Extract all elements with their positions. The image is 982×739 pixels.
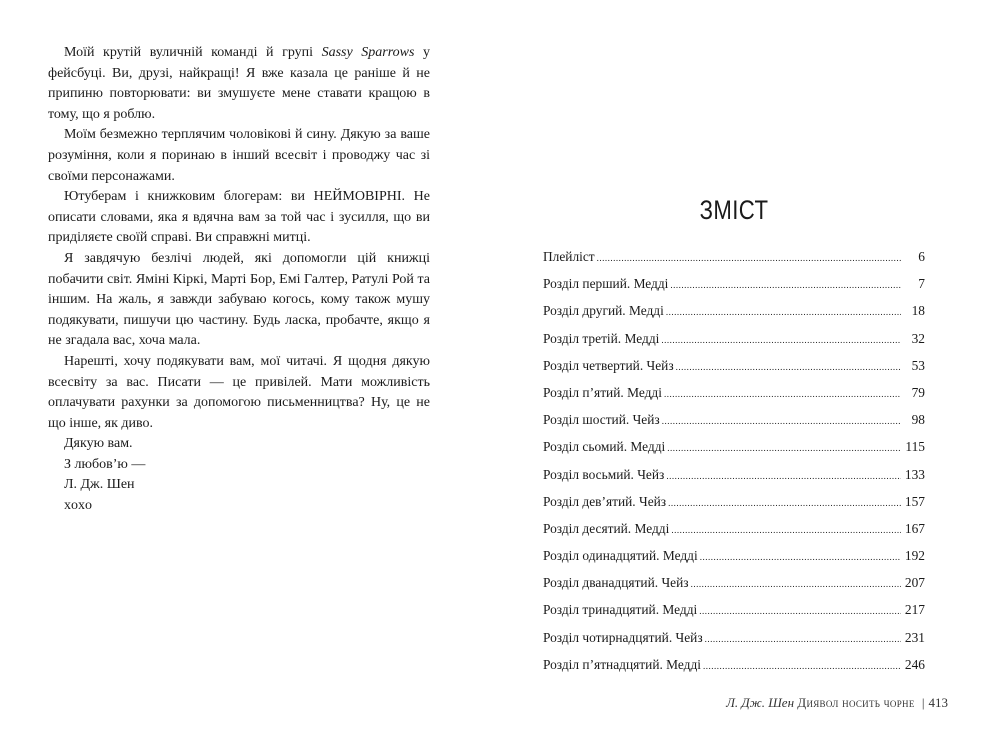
paragraph-text: Я завдячую безлічі людей, які допомогли цій книжці побачити світ. Яміні Кіркі, Марті Бор, Емі Галтер, Ратулі Рой та іншим. На жаль, я завжди забуваю когось, кому також мушу подякувати, пишучи цю частину. Будь ласка, пробачте, якщо я не згадала вас, хоча мала. xyxy=(48,250,430,349)
toc-entry-page: 217 xyxy=(904,602,925,618)
closing-line: Дякую вам. xyxy=(64,436,133,452)
toc-entry xyxy=(543,438,925,465)
paragraph-text: Нарешті, хочу подякувати вам, мої читачі. Я щодня дякую всесвіту за вас. Писати — це привілей. Мати можливість оплачувати рахунки за допомогою письменництва? Ну, це не що інше, як диво. xyxy=(48,353,430,431)
toc-entry-label: Розділ другий. Медді xyxy=(543,303,664,319)
toc-entry-label: Розділ сьомий. Медді xyxy=(543,439,666,455)
toc-entry-label: Розділ четвертий. Чейз xyxy=(543,357,674,373)
toc-leader-dots xyxy=(676,358,901,376)
paragraph-text: Моїй крутій вуличній команді й групі xyxy=(64,45,322,60)
toc-entry-label: Розділ п’ятий. Медді xyxy=(543,384,662,400)
toc-leader-dots xyxy=(668,494,901,512)
toc-leader-dots xyxy=(662,412,901,430)
paragraph xyxy=(48,249,430,352)
page-number: 413 xyxy=(928,695,948,710)
toc-entry-page: 133 xyxy=(904,466,925,482)
closing-line: Л. Дж. Шен xyxy=(64,477,135,493)
toc-entry-page: 207 xyxy=(904,575,925,591)
toc-entry-label: Розділ тринадцятий. Медді xyxy=(543,602,698,618)
toc-list xyxy=(543,248,925,683)
toc-entry-page: 115 xyxy=(905,439,925,455)
toc-entry-label: Розділ шостий. Чейз xyxy=(543,412,660,428)
paragraph xyxy=(48,352,430,434)
running-footer xyxy=(726,694,948,712)
toc-entry xyxy=(543,656,925,683)
toc-entry xyxy=(543,574,925,601)
footer-separator: | xyxy=(921,695,925,710)
paragraph-italic-text: Sassy Sparrows xyxy=(321,45,415,60)
acknowledgements-text xyxy=(48,43,430,434)
toc-entry xyxy=(543,493,925,520)
paragraph xyxy=(48,43,430,125)
paragraph xyxy=(48,125,430,187)
toc-entry-label: Розділ десятий. Медді xyxy=(543,520,670,536)
toc-entry xyxy=(543,357,925,384)
toc-leader-dots xyxy=(661,331,901,349)
closing-line: xoxo xyxy=(64,498,92,514)
toc-leader-dots xyxy=(691,575,901,593)
toc-leader-dots xyxy=(671,521,901,539)
toc-entry-page: 79 xyxy=(911,384,925,400)
toc-entry xyxy=(543,466,925,493)
toc-entry xyxy=(543,248,925,275)
toc-entry-page: 246 xyxy=(904,656,925,672)
toc-entry-page: 157 xyxy=(904,493,925,509)
toc-leader-dots xyxy=(597,249,901,267)
toc-entry-page: 231 xyxy=(904,629,925,645)
toc-leader-dots xyxy=(700,548,901,566)
toc-entry-page: 192 xyxy=(904,548,925,564)
toc-leader-dots xyxy=(666,467,901,485)
toc-entry-label: Розділ п’ятнадцятий. Медді xyxy=(543,656,702,672)
toc-entry xyxy=(543,330,925,357)
footer-book-title: Диявол носить чорне xyxy=(797,695,915,710)
toc-entry xyxy=(543,384,925,411)
toc-entry-page: 18 xyxy=(911,303,925,319)
contents-page xyxy=(543,192,925,683)
toc-entry-label: Розділ восьмий. Чейз xyxy=(543,466,665,482)
toc-leader-dots xyxy=(670,276,901,294)
toc-entry-label: Розділ одинадцятий. Медді xyxy=(543,548,698,564)
toc-leader-dots xyxy=(699,602,901,620)
closing-signature xyxy=(48,434,430,516)
toc-entry-label: Розділ дванадцятий. Чейз xyxy=(543,575,689,591)
toc-entry-label: Розділ перший. Медді xyxy=(543,276,669,292)
toc-entry-label: Розділ дев’ятий. Чейз xyxy=(543,493,667,509)
toc-title: ЗМІСТ xyxy=(699,195,769,225)
toc-entry xyxy=(543,629,925,656)
toc-entry xyxy=(543,601,925,628)
toc-entry-page: 53 xyxy=(911,357,925,373)
paragraph-text: Ютуберам і книжковим блогерам: ви НЕЙМОВІРНІ. Не описати словами, яка я вдячна вам за той час і зусилля, що ви приділяєте своїй справі. Ви справжні митці. xyxy=(48,189,430,246)
toc-entry xyxy=(543,275,925,302)
toc-leader-dots xyxy=(667,439,901,457)
toc-entry-page: 167 xyxy=(904,520,925,536)
toc-entry-page: 7 xyxy=(918,276,925,292)
toc-leader-dots xyxy=(666,303,901,321)
toc-leader-dots xyxy=(664,385,901,403)
footer-author: Л. Дж. Шен xyxy=(726,695,795,710)
toc-entry-label: Розділ чотирнадцятий. Чейз xyxy=(543,629,703,645)
toc-entry-label: Плейліст xyxy=(543,249,595,264)
toc-entry-page: 98 xyxy=(911,412,925,428)
toc-entry-label: Розділ третій. Медді xyxy=(543,330,660,346)
toc-entry-page: 32 xyxy=(911,330,925,346)
paragraph xyxy=(48,187,430,249)
paragraph-text: Моїм безмежно терплячим чоловікові й сину. Дякую за ваше розуміння, коли я поринаю в інший всесвіт і проводжу час зі своїми персонажами. xyxy=(48,127,430,184)
toc-entry xyxy=(543,302,925,329)
closing-line: З любов’ю — xyxy=(64,456,146,472)
toc-leader-dots xyxy=(703,657,901,675)
toc-entry xyxy=(543,520,925,547)
toc-entry-page: 6 xyxy=(918,249,925,264)
toc-leader-dots xyxy=(705,630,901,648)
toc-entry xyxy=(543,547,925,574)
acknowledgements-page xyxy=(48,43,430,517)
paragraph-text: у фейсбуці. Ви, друзі, найкращі! Я вже казала це раніше й не припиню повторювати: ви змушуєте мене ставати кращою в тому, що я роблю. xyxy=(48,45,431,122)
toc-entry xyxy=(543,411,925,438)
